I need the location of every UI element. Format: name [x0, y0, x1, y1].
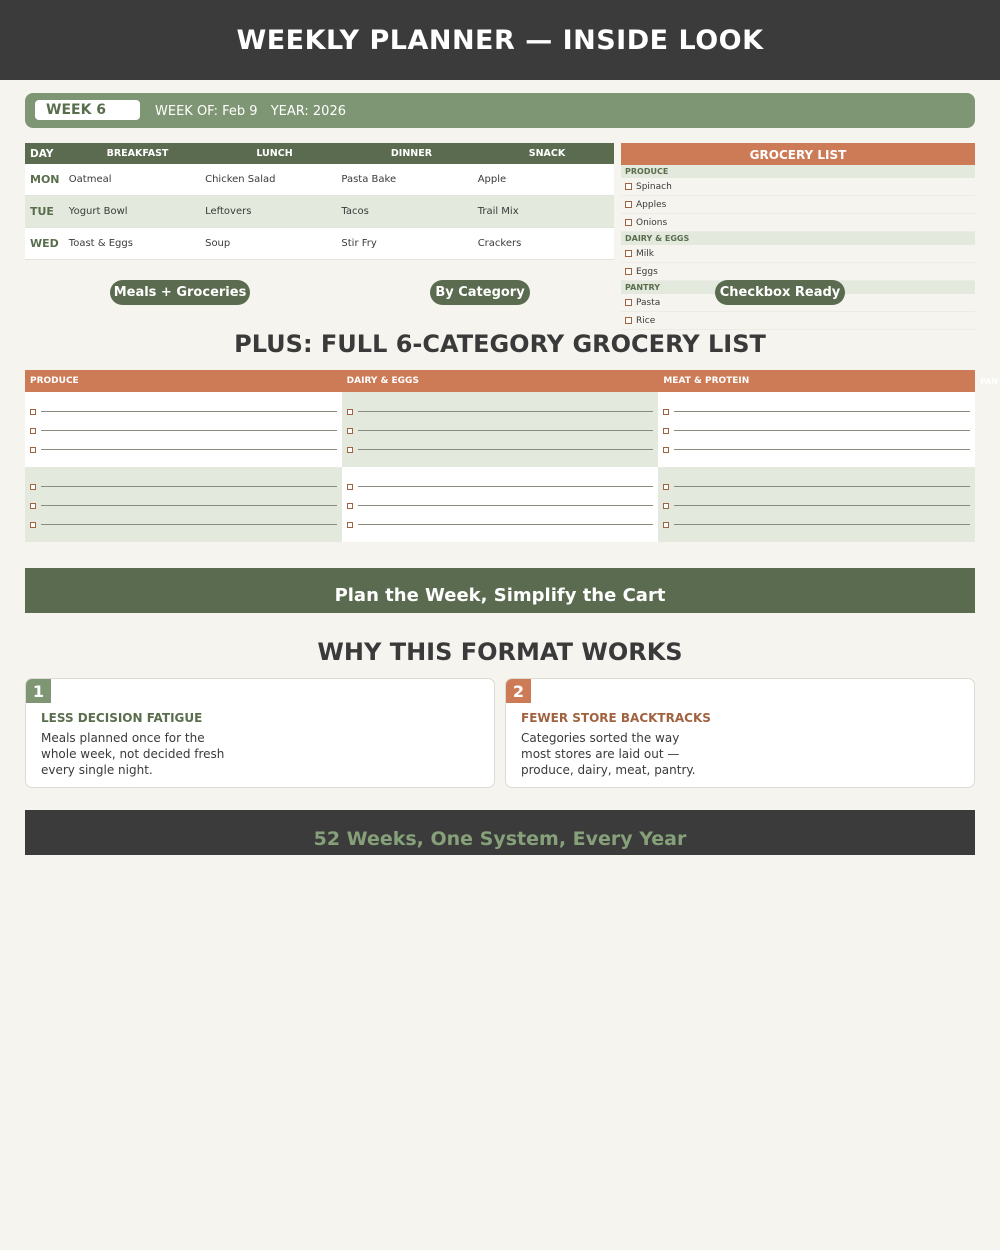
week-of-text: WEEK OF: Feb 9 — [155, 104, 258, 119]
grocery-item-label: Eggs — [636, 266, 658, 277]
grid-line-item[interactable] — [663, 440, 970, 459]
grocery-item-label: Milk — [636, 248, 654, 259]
card-title: FEWER STORE BACKTRACKS — [521, 711, 711, 725]
grocery-category: DAIRY & EGGS — [621, 232, 975, 245]
grid-cell — [658, 392, 975, 467]
grocery-item-label: Apples — [636, 199, 667, 210]
grid-cell — [658, 467, 975, 542]
why-heading: WHY THIS FORMAT WORKS — [317, 638, 683, 666]
grocery-item — [621, 263, 975, 281]
grid-line-item[interactable] — [663, 515, 970, 534]
checkbox-icon[interactable] — [30, 522, 36, 528]
write-line — [41, 524, 337, 525]
col-header-lunch: LUNCH — [256, 148, 293, 159]
grid-line-item[interactable] — [663, 421, 970, 440]
write-line — [41, 505, 337, 506]
plan-banner: Plan the Week, Simplify the Cart — [25, 568, 975, 613]
card-text: Categories sorted the way most stores are laid out — produce, dairy, meat, pantry. — [521, 731, 696, 777]
checkbox-icon[interactable] — [30, 484, 36, 490]
feature-pill-by-category: By Category — [430, 280, 530, 305]
grid-cell — [342, 467, 659, 542]
card-title: LESS DECISION FATIGUE — [41, 711, 203, 725]
write-line — [41, 486, 337, 487]
full-grid-row — [25, 392, 975, 467]
checkbox-icon[interactable] — [347, 409, 353, 415]
full-grid-col-produce: PRODUCE — [30, 376, 79, 386]
meal-cell: Trail Mix — [477, 206, 519, 217]
write-line — [358, 505, 654, 506]
meal-cell: Tacos — [341, 206, 369, 217]
grid-line-item[interactable] — [663, 496, 970, 515]
grid-line-item[interactable] — [347, 477, 654, 496]
checkbox-icon[interactable] — [663, 447, 669, 453]
write-line — [674, 430, 970, 431]
grocery-item-label: Pasta — [636, 297, 661, 308]
checkbox-icon[interactable] — [663, 522, 669, 528]
grocery-item-label: Onions — [636, 217, 668, 228]
grocery-item — [621, 178, 975, 196]
card-text: Meals planned once for the whole week, not decided fresh every single night. — [41, 731, 225, 777]
meal-cell: Stir Fry — [341, 238, 377, 249]
grid-line-item[interactable] — [347, 515, 654, 534]
grid-line-item[interactable] — [30, 440, 337, 459]
checkbox-icon[interactable] — [625, 183, 632, 190]
write-line — [358, 430, 654, 431]
checkbox-icon[interactable] — [347, 503, 353, 509]
meal-cell: Soup — [205, 238, 231, 249]
day-label: WED — [30, 237, 59, 250]
write-line — [358, 524, 654, 525]
table-row — [25, 164, 614, 196]
grocery-item-label: Rice — [636, 315, 656, 326]
write-line — [41, 411, 337, 412]
full-grid-row — [25, 467, 975, 542]
checkbox-icon[interactable] — [347, 428, 353, 434]
week-label: WEEK 6 — [35, 100, 140, 120]
meal-cell: Chicken Salad — [205, 174, 276, 185]
grocery-item — [621, 214, 975, 232]
meal-cell: Yogurt Bowl — [68, 206, 128, 217]
grocery-item — [621, 196, 975, 214]
checkbox-icon[interactable] — [625, 268, 632, 275]
meal-cell: Oatmeal — [68, 174, 112, 185]
checkbox-icon[interactable] — [625, 219, 632, 226]
grid-line-item[interactable] — [347, 402, 654, 421]
checkbox-icon[interactable] — [625, 201, 632, 208]
checkbox-icon[interactable] — [30, 428, 36, 434]
grid-line-item[interactable] — [347, 440, 654, 459]
checkbox-icon[interactable] — [30, 409, 36, 415]
card-number: 1 — [26, 679, 51, 703]
full-grid-col-meat: MEAT & PROTEIN — [663, 376, 750, 386]
full-grid-col-overflow: PAN — [980, 376, 999, 386]
checkbox-icon[interactable] — [625, 250, 632, 257]
col-header-breakfast: BREAKFAST — [106, 148, 169, 159]
checkbox-icon[interactable] — [625, 317, 632, 324]
write-line — [674, 524, 970, 525]
page-title: WEEKLY PLANNER — INSIDE LOOK — [0, 0, 1000, 80]
grocery-category: PRODUCE — [621, 165, 975, 178]
grid-line-item[interactable] — [30, 515, 337, 534]
grid-cell — [25, 467, 342, 542]
checkbox-icon[interactable] — [663, 484, 669, 490]
week-bar — [25, 93, 975, 128]
week-meta — [155, 93, 355, 128]
checkbox-icon[interactable] — [30, 447, 36, 453]
grid-line-item[interactable] — [347, 421, 654, 440]
checkbox-icon[interactable] — [663, 503, 669, 509]
write-line — [358, 411, 654, 412]
full-grid-header — [25, 370, 999, 392]
grocery-category: PANTRY — [621, 281, 975, 294]
checkbox-icon[interactable] — [663, 428, 669, 434]
grid-cell — [25, 392, 342, 467]
full-grocery-grid — [25, 370, 999, 542]
write-line — [674, 505, 970, 506]
benefit-card — [25, 678, 495, 788]
table-row — [25, 196, 614, 228]
checkbox-icon[interactable] — [625, 299, 632, 306]
col-header-snack: SNACK — [528, 148, 566, 159]
plus-heading: PLUS: FULL 6-CATEGORY GROCERY LIST — [234, 330, 766, 358]
grid-line-item[interactable] — [30, 421, 337, 440]
grid-line-item[interactable] — [663, 477, 970, 496]
feature-pill-checkbox-ready: Checkbox Ready — [715, 280, 845, 305]
table-row — [25, 228, 614, 260]
grid-cell — [342, 392, 659, 467]
col-header-dinner: DINNER — [390, 148, 433, 159]
day-label: TUE — [30, 205, 54, 218]
card-number: 2 — [506, 679, 531, 703]
col-header-day: DAY — [30, 147, 54, 160]
feature-pill-meals-groceries: Meals + Groceries — [110, 280, 250, 305]
year-text: YEAR: 2026 — [270, 104, 346, 119]
benefit-card — [505, 678, 975, 788]
write-line — [358, 449, 654, 450]
grid-line-item[interactable] — [30, 477, 337, 496]
write-line — [674, 486, 970, 487]
meal-cell: Crackers — [477, 238, 522, 249]
write-line — [41, 449, 337, 450]
checkbox-icon[interactable] — [347, 484, 353, 490]
grocery-list-title: GROCERY LIST — [621, 143, 975, 165]
meal-cell: Pasta Bake — [341, 174, 397, 185]
grid-line-item[interactable] — [30, 402, 337, 421]
write-line — [358, 486, 654, 487]
full-grid-col-dairy: DAIRY & EGGS — [346, 376, 419, 386]
meal-table — [25, 143, 614, 260]
meal-cell: Toast & Eggs — [68, 238, 133, 249]
grid-line-item[interactable] — [30, 496, 337, 515]
grocery-item — [621, 312, 975, 330]
meal-cell: Apple — [477, 174, 507, 185]
write-line — [41, 430, 337, 431]
meal-cell: Leftovers — [205, 206, 252, 217]
day-label: MON — [30, 173, 60, 186]
grid-line-item[interactable] — [347, 496, 654, 515]
write-line — [674, 411, 970, 412]
meal-table-header — [25, 143, 614, 164]
grocery-item-label: Spinach — [636, 181, 672, 192]
checkbox-icon[interactable] — [30, 503, 36, 509]
grocery-item — [621, 245, 975, 263]
write-line — [674, 449, 970, 450]
checkbox-icon[interactable] — [663, 409, 669, 415]
bottom-banner: 52 Weeks, One System, Every Year — [25, 810, 975, 855]
checkbox-icon[interactable] — [347, 447, 353, 453]
grid-line-item[interactable] — [663, 402, 970, 421]
checkbox-icon[interactable] — [347, 522, 353, 528]
